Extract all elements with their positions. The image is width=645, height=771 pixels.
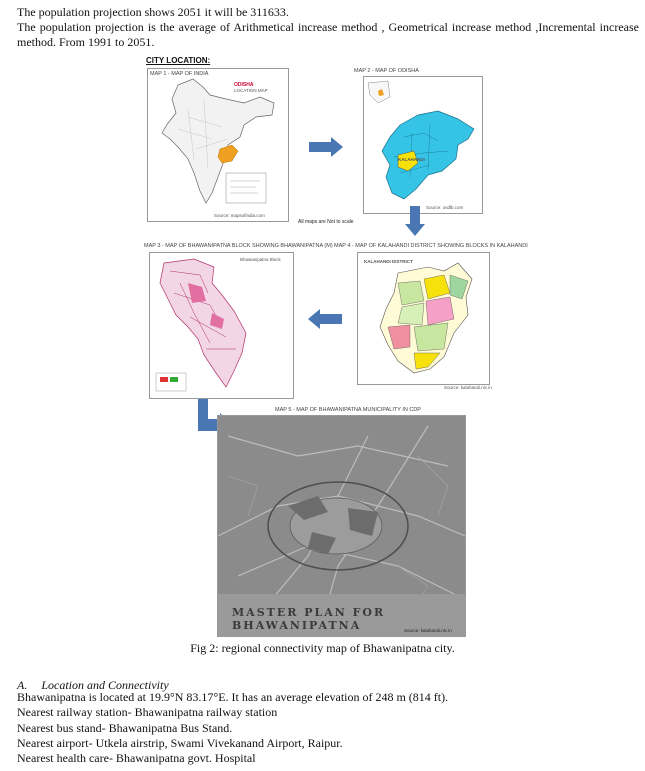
map3-inset: Bhawanipatna Block <box>240 257 281 262</box>
section-number: A. <box>17 678 28 692</box>
map5-source: Source: kalahandi.nic.in <box>404 628 452 633</box>
map3-label: MAP 3 - MAP OF BHAWANIPATNA BLOCK SHOWING BHAWANIPATNA (M) <box>144 243 333 249</box>
map-bhawanipatna-block <box>149 252 294 399</box>
map1-label: MAP 1 - MAP OF INDIA <box>150 71 209 77</box>
health-care-line: Nearest health care- Bhawanipatna govt. Hospital <box>17 751 256 766</box>
map5-label: MAP 5 - MAP OF BHAWANIPATNA MUNICIPALITY IN CDP <box>275 407 421 413</box>
scale-note: All maps are Not to scale <box>298 219 354 225</box>
map-kalahandi-district <box>357 252 490 385</box>
intro-line-1: The population projection shows 2051 it will be 311633. <box>17 5 289 19</box>
arrow-left-icon <box>308 309 342 329</box>
map2-label: MAP 2 - MAP OF ODISHA <box>354 68 419 74</box>
arrow-down-icon <box>405 206 425 236</box>
bus-stand-line: Nearest bus stand- Bhawanipatna Bus Stand. <box>17 720 233 735</box>
intro-line-2: The population projection is the average of Arithmetical increase method , Geometrical increase method ,Incremental increase method. From 1991 to 2051. <box>17 20 639 49</box>
map5-banner: MASTER PLAN FOR BHAWANIPATNA <box>232 606 386 632</box>
figure-caption: Fig 2: regional connectivity map of Bhawanipatna city. <box>190 641 455 655</box>
map4-source: Source: kalahandi.nic.in <box>444 385 492 390</box>
map-master-plan <box>217 415 466 637</box>
map4-inset: KALAHANDI DISTRICT <box>364 259 413 264</box>
section-title: Location and Connectivity <box>41 678 169 692</box>
section-body <box>17 690 448 766</box>
map1-legend-sub: LOCATION MAP <box>234 88 268 93</box>
airport-line: Nearest airport- Utkela airstrip, Swami Vivekanand Airport, Raipur. <box>17 735 343 750</box>
railway-line: Nearest railway station- Bhawanipatna railway station <box>17 705 278 720</box>
arrow-right-icon <box>309 137 343 157</box>
map2-tag: KALAHANDI <box>398 157 425 162</box>
map1-source: Source: mapsofindia.com <box>214 213 265 218</box>
location-line: Bhawanipatna is located at 19.9°N 83.17°E. It has an average elevation of 248 m (814 ft). <box>17 690 449 704</box>
map2-source: Source: osdlb.com <box>426 205 464 210</box>
figure-title: CITY LOCATION: <box>146 56 211 65</box>
map-india <box>147 68 289 222</box>
map1-legend-title: ODISHA <box>234 82 254 88</box>
map-odisha <box>363 76 483 214</box>
map4-label: MAP 4 - MAP OF KALAHANDI DISTRICT SHOWING BLOCKS IN KALAHANDI <box>334 243 528 249</box>
